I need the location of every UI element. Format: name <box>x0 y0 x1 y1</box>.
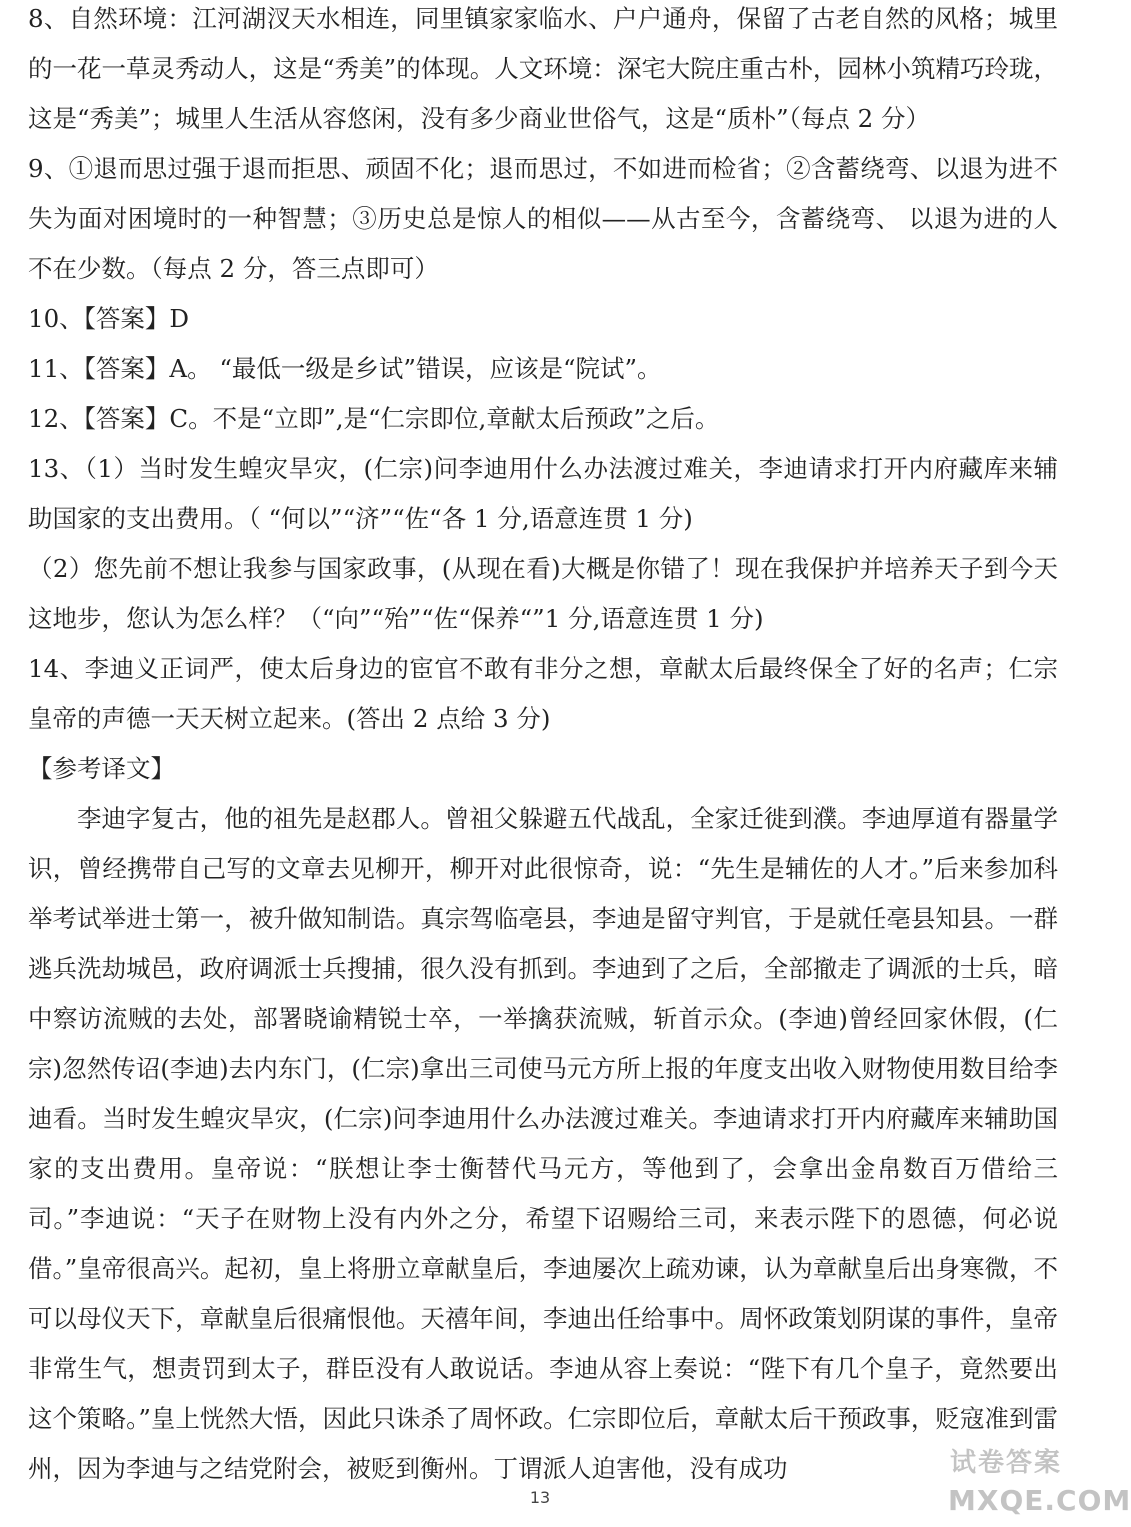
watermark-logo <box>910 1440 1131 1527</box>
document-page <box>28 0 1058 1494</box>
page-number: 13 <box>529 1488 551 1507</box>
watermark-text-cn: 试卷答案 <box>950 1448 1063 1478</box>
watermark-text-en: MXQE.COM <box>948 1484 1131 1517</box>
answer-13-part-2: （2）您先前不想让我参与国家政事，(从现在看)大概是你错了！现在我保护并培养天子到今天这地步，您认为怎么样？（“向”“殆”“佐“保养“”1 分,语意连贯 1 分) <box>28 554 1058 633</box>
translation-body: 李迪字复古，他的祖先是赵郡人。曾祖父躲避五代战乱，全家迁徙到濮。李迪厚道有器量学识，曾经携带自己写的文章去见柳开，柳开对此很惊奇，说：“先生是辅佐的人才。”后来参加科举考试举进士第一，被升做知制诰。真宗驾临亳县，李迪是留守判官，于是就任亳县知县。一群逃兵洗劫城邑，政府调派士兵搜捕，很久没有抓到。李迪到了之后，全部撤走了调派的士兵，暗中察访流贼的去处，部署晓谕精锐士卒，一举擒获流贼，斩首示众。(李迪)曾经回家休假，(仁宗)忽然传诏(李迪)去内东门，(仁宗)拿出三司使马元方所上报的年度支出收入财物使用数目给李迪看。当时发生蝗灾旱灾，(仁宗)问李迪用什么办法渡过难关。李迪请求打开内府藏库来辅助国家的支出费用。皇帝说：“朕想让李士衡替代马元方，等他到了，会拿出金帛数百万借给三司。”李迪说：“天子在财物上没有内外之分，希望下诏赐给三司，来表示陛下的恩德，何必说借。”皇帝很高兴。起初，皇上将册立章献皇后，李迪屡次上疏劝谏，认为章献皇后出身寒微，不可以母仪天下，章献皇后很痛恨他。天禧年间，李迪出任给事中。周怀政策划阴谋的事件，皇帝非常生气，想责罚到太子，群臣没有人敢说话。李迪从容上奏说：“陛下有几个皇子，竟然要出这个策略。”皇上恍然大悟，因此只诛杀了周怀政。仁宗即位后，章献太后干预政事，贬寇准到雷州，因为李迪与之结党附会，被贬到衡州。丁谓派人迫害他，没有成功 <box>28 804 1058 1483</box>
answer-14: 14、李迪义正词严，使太后身边的宦官不敢有非分之想，章献太后最终保全了好的名声；仁宗皇帝的声德一天天树立起来。(答出 2 点给 3 分) <box>28 654 1058 733</box>
translation-heading: 【参考译文】 <box>28 754 175 783</box>
answer-10: 10、【答案】D <box>28 304 190 333</box>
answer-11: 11、【答案】A。 “最低一级是乡试”错误，应该是“院试”。 <box>28 354 662 383</box>
answer-9: 9、①退而思过强于退而拒思、顽固不化；退而思过，不如进而检省；②含蓄绕弯、以退为进不失为面对困境时的一种智慧；③历史总是惊人的相似——从古至今，含蓄绕弯、 以退为进的人不在少数。（每点 2 分，答三点即可） <box>28 154 1058 283</box>
answer-13-part-1: 13、（1）当时发生蝗灾旱灾，(仁宗)问李迪用什么办法渡过难关，李迪请求打开内府藏库来辅助国家的支出费用。（ “何以”“济”“佐“各 1 分,语意连贯 1 分) <box>28 454 1058 533</box>
answer-8: 8、自然环境：江河湖汊天水相连，同里镇家家临水、户户通舟，保留了古老自然的风格；城里的一花一草灵秀动人，这是“秀美”的体现。人文环境：深宅大院庄重古朴，园林小筑精巧玲珑，这是“秀美”；城里人生活从容悠闲，没有多少商业世俗气，这是“质朴”（每点 2 分） <box>28 4 1058 133</box>
answer-12: 12、【答案】C。不是“立即”,是“仁宗即位,章献太后预政”之后。 <box>28 404 720 433</box>
